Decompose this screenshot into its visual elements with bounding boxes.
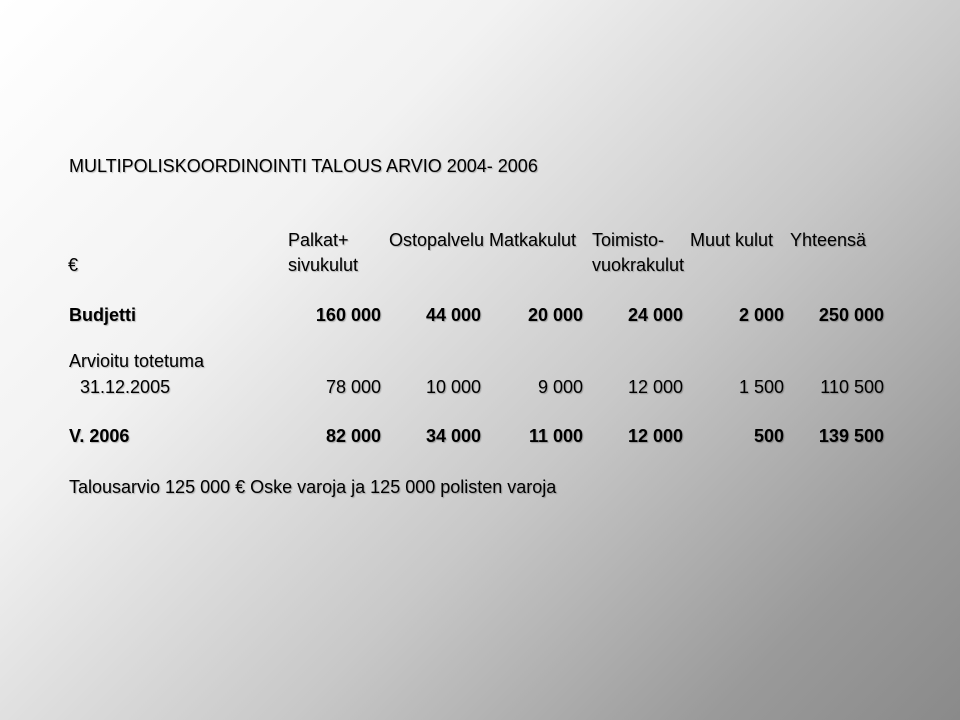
cell-budjetti-palkat: 160 000 [315, 305, 381, 325]
row-label-budjetti: Budjetti [69, 305, 136, 325]
cell-arvioitu-ostopalvelu: 10 000 [425, 377, 481, 397]
header-palkat: Palkat+ [288, 230, 349, 250]
header-toimisto-line2: vuokrakulut [592, 255, 685, 275]
cell-arvioitu-toimisto: 12 000 [627, 377, 683, 397]
cell-arvioitu-palkat: 78 000 [325, 377, 381, 397]
header-palkat-line2: sivukulut [288, 255, 359, 275]
footer-note: Talousarvio 125 000 € Oske varoja ja 125 000 polisten varoja [69, 477, 557, 497]
cell-arvioitu-matkakulut: 9 000 [537, 377, 583, 397]
header-ostopalvelu: Ostopalvelu [389, 230, 485, 250]
cell-v2006-palkat: 82 000 [325, 426, 381, 446]
cell-v2006-ostopalvelu: 34 000 [425, 426, 481, 446]
row-label-arvioitu-date: 31.12.2005 [80, 377, 171, 397]
cell-budjetti-matkakulut: 20 000 [527, 305, 583, 325]
cell-arvioitu-yhteensa: 110 500 [820, 377, 884, 397]
row-label-v2006: V. 2006 [69, 426, 130, 446]
cell-budjetti-ostopalvelu: 44 000 [425, 305, 481, 325]
header-matkakulut: Matkakulut [489, 230, 577, 250]
header-muut-kulut: Muut kulut [690, 230, 774, 250]
cell-budjetti-yhteensa: 250 000 [818, 305, 884, 325]
cell-v2006-yhteensa: 139 500 [818, 426, 884, 446]
cell-budjetti-toimisto: 24 000 [627, 305, 683, 325]
page-title: MULTIPOLISKOORDINOINTI TALOUS ARVIO 2004- 2006 [69, 156, 538, 176]
header-toimisto: Toimisto- [592, 230, 665, 250]
currency-symbol: € [68, 255, 79, 275]
cell-v2006-matkakulut: 11 000 [528, 426, 583, 446]
cell-v2006-toimisto: 12 000 [627, 426, 683, 446]
cell-v2006-muut: 500 [753, 426, 784, 446]
cell-arvioitu-muut: 1 500 [738, 377, 784, 397]
header-yhteensa: Yhteensä [790, 230, 867, 250]
row-label-arvioitu: Arvioitu totetuma [69, 351, 205, 371]
cell-budjetti-muut: 2 000 [738, 305, 784, 325]
